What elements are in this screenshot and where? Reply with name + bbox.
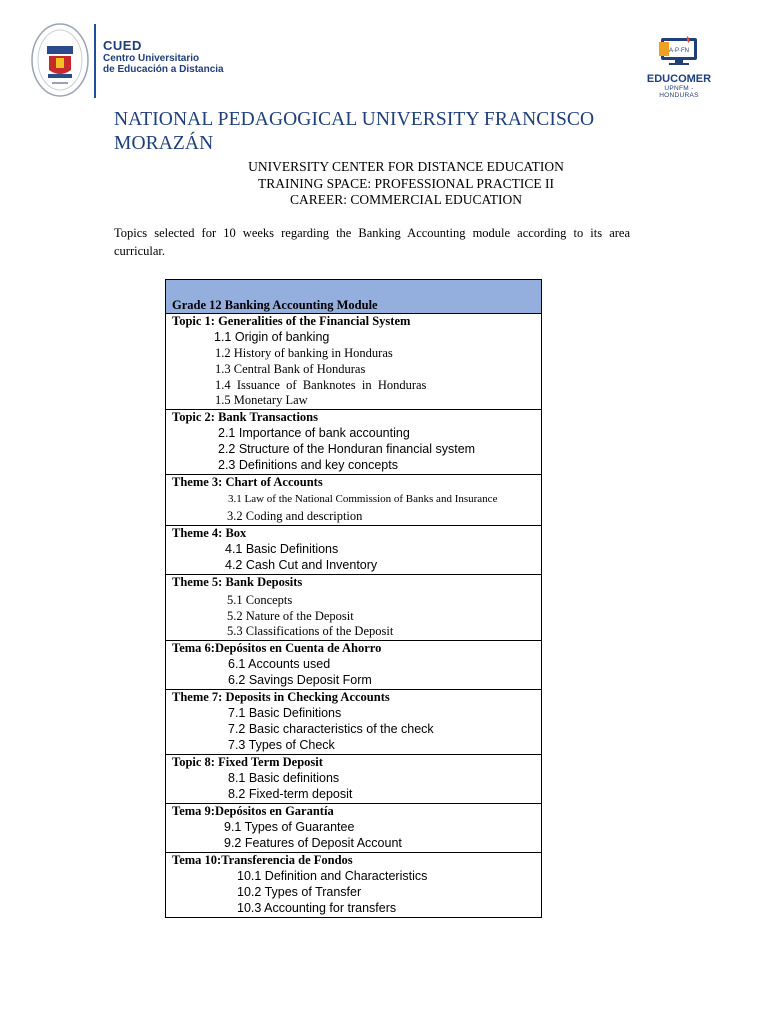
theme-5 (166, 575, 541, 641)
theme-6 (166, 641, 541, 690)
section-title: Theme 5: Bank Deposits (172, 575, 303, 589)
educomer-badge: A·P·FN (669, 48, 689, 54)
list-item: 10.1 Definition and Characteristics (237, 869, 428, 883)
list-item: 5.3 Classifications of the Deposit (227, 624, 394, 638)
list-item: 7.2 Basic characteristics of the check (228, 722, 434, 736)
theme-10 (166, 853, 541, 917)
topic-2 (166, 410, 541, 475)
module-table (165, 279, 542, 918)
list-item: 10.3 Accounting for transfers (237, 901, 397, 915)
list-item: 9.2 Features of Deposit Account (224, 836, 402, 850)
theme-7 (166, 690, 541, 755)
list-item: 1.3 Central Bank of Honduras (215, 362, 366, 376)
list-item: 6.2 Savings Deposit Form (228, 673, 372, 687)
section-title: Theme 4: Box (172, 526, 247, 540)
list-item: 7.3 Types of Check (228, 738, 335, 752)
section-title: Topic 2: Bank Transactions (172, 410, 318, 424)
cued-logo (103, 38, 224, 75)
section-title: Tema 9:Depósitos en Garantía (172, 804, 334, 818)
cued-line-1: Centro Universitario (103, 53, 200, 64)
list-item: 7.1 Basic Definitions (228, 706, 342, 720)
title-line-1: NATIONAL PEDAGOGICAL UNIVERSITY FRANCISCO (114, 109, 595, 130)
theme-3 (166, 475, 541, 526)
table-header-label: Grade 12 Banking Accounting Module (172, 298, 378, 312)
section-title: Theme 7: Deposits in Checking Accounts (172, 690, 390, 704)
university-seal-logo (30, 22, 90, 98)
subhead-career: CAREER: COMMERCIAL EDUCATION (289, 192, 522, 207)
educomer-logo (644, 34, 714, 99)
list-item: 4.1 Basic Definitions (225, 542, 339, 556)
section-title: Topic 8: Fixed Term Deposit (172, 755, 323, 769)
list-item: 5.1 Concepts (227, 593, 293, 607)
list-item: 3.2 Coding and description (227, 509, 363, 523)
table-header (166, 280, 541, 314)
list-item: 2.1 Importance of bank accounting (218, 426, 410, 440)
list-item: 6.1 Accounts used (228, 657, 331, 671)
list-item: 1.4 Issuance of Banknotes in Honduras (215, 378, 427, 392)
list-item: 2.2 Structure of the Honduran financial system (218, 442, 476, 456)
section-title: Topic 1: Generalities of the Financial System (172, 314, 411, 328)
subhead-training: TRAINING SPACE: PROFESSIONAL PRACTICE II (257, 176, 555, 191)
list-item: 4.2 Cash Cut and Inventory (225, 558, 378, 572)
section-title: Tema 6:Depósitos en Cuenta de Ahorro (172, 641, 382, 655)
topic-8 (166, 755, 541, 804)
list-item: 3.1 Law of the National Commission of Banks and Insurance (228, 493, 498, 505)
list-item: 8.2 Fixed-term deposit (228, 787, 353, 801)
list-item: 10.2 Types of Transfer (237, 885, 362, 899)
list-item: 1.5 Monetary Law (215, 393, 308, 407)
university-title (114, 108, 634, 156)
computer-icon (657, 34, 701, 66)
subhead-center: UNIVERSITY CENTER FOR DISTANCE EDUCATION (248, 159, 564, 174)
list-item: 5.2 Nature of the Deposit (227, 609, 354, 623)
section-title: Tema 10:Transferencia de Fondos (172, 853, 353, 867)
header-divider (94, 24, 96, 98)
list-item: 1.1 Origin of banking (214, 330, 330, 344)
section-title: Theme 3: Chart of Accounts (172, 475, 323, 489)
list-item: 8.1 Basic definitions (228, 771, 340, 785)
topic-1 (166, 314, 541, 410)
list-item: 9.1 Types of Guarantee (224, 820, 355, 834)
theme-9 (166, 804, 541, 853)
theme-4 (166, 526, 541, 575)
list-item: 1.2 History of banking in Honduras (215, 346, 393, 360)
list-item: 2.3 Definitions and key concepts (218, 458, 398, 472)
educomer-sub: UPNFM - HONDURAS (659, 85, 699, 99)
intro-paragraph: Topics selected for 10 weeks regarding the Banking Accounting module according to its area curricular. (114, 226, 630, 258)
title-line-2: MORAZÁN (114, 133, 214, 154)
cued-abbr: CUED (103, 38, 142, 53)
educomer-name: EDUCOMER (646, 73, 712, 85)
cued-line-2: de Educación a Distancia (103, 64, 224, 75)
